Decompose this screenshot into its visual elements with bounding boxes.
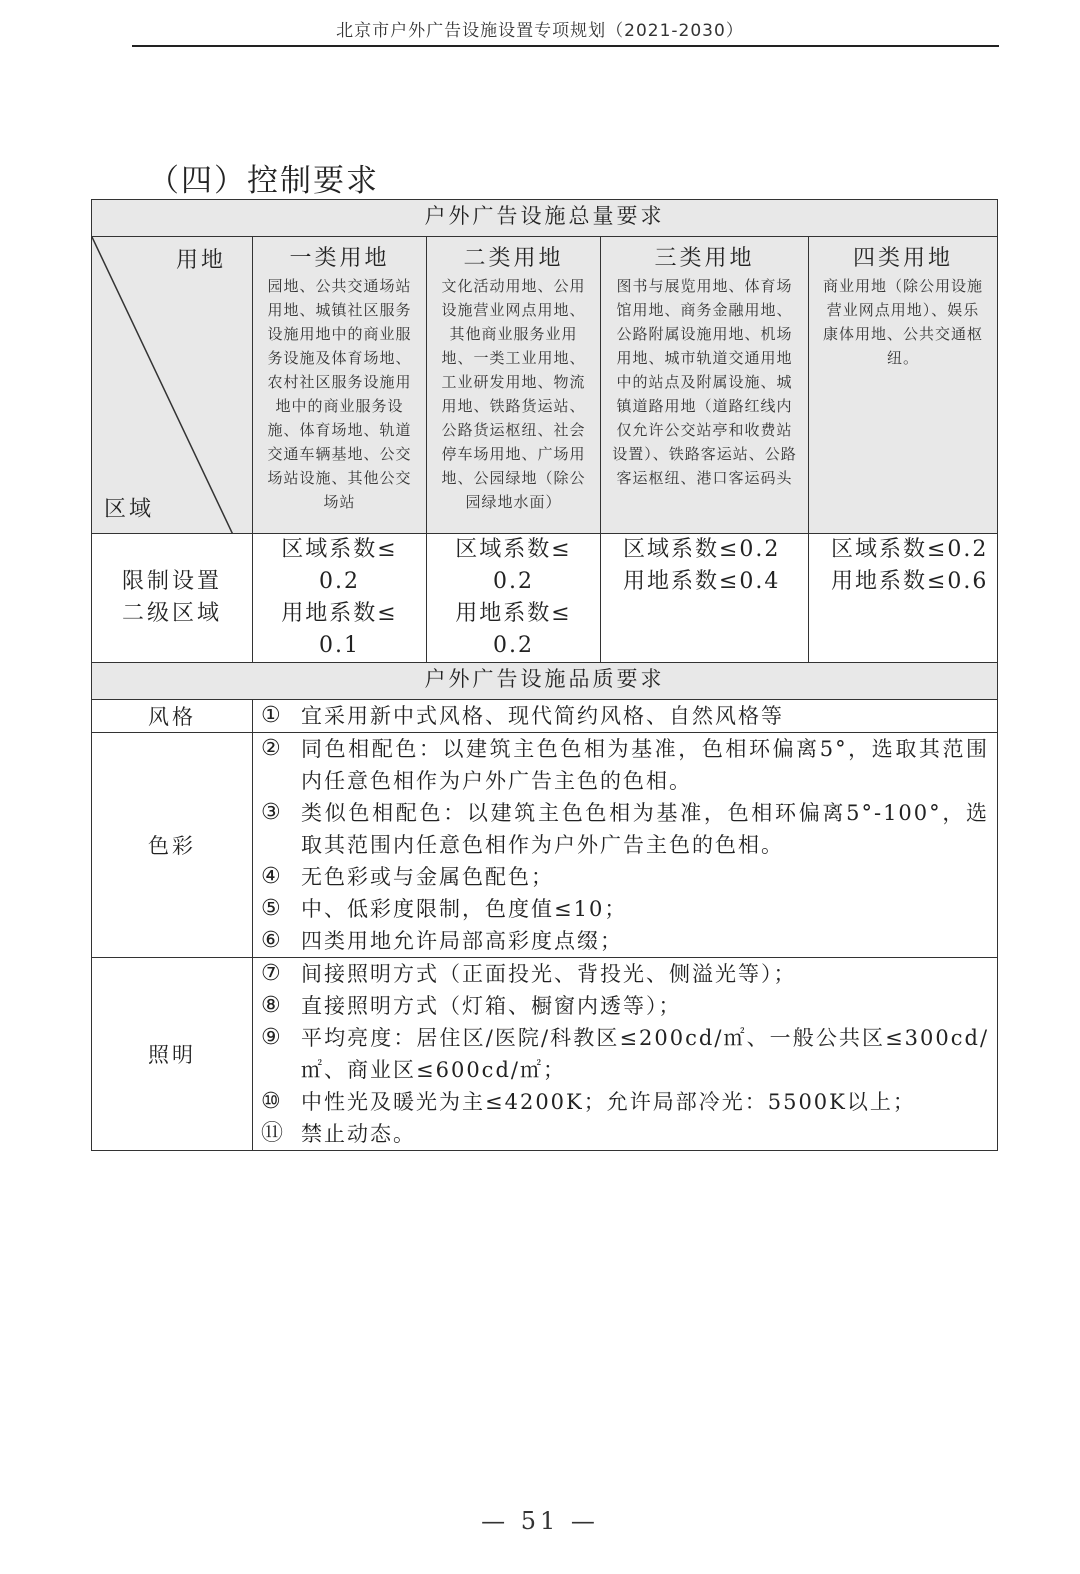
coef-line: 区域系数≤0.2 [623, 537, 781, 562]
list-item [261, 958, 989, 990]
item-text: 平均亮度：居住区/医院/科教区≤200cd/㎡、一般公共区≤300cd/㎡、商业区≤600cd/㎡； [301, 1026, 990, 1082]
coef-line: 0.2 [493, 569, 534, 594]
diagonal-line [92, 237, 253, 533]
category-2 [427, 237, 601, 534]
category-desc: 园地、公共交通场站用地、城镇社区服务设施用地中的商业服务设施及体育场地、农村社区服务设施用地中的商业服务设施、体育场地、轨道交通车辆基地、公交场站设施、其他公交场站 [267, 277, 412, 511]
item-number: ⑧ [261, 993, 283, 1018]
color-label: 色彩 [92, 733, 253, 958]
corner-top-label: 用地 [175, 248, 226, 273]
item-number: ③ [261, 800, 283, 825]
category-title: 一类用地 [289, 246, 390, 271]
item-number: ① [261, 703, 283, 728]
color-row [92, 733, 998, 958]
item-text: 中、低彩度限制，色度值≤10； [301, 897, 628, 921]
coefficient-row [92, 534, 998, 663]
list-item [261, 1022, 989, 1086]
page-number: — 51 — [481, 1507, 599, 1535]
coefficient-category-2 [427, 534, 601, 663]
total-heading: 户外广告设施总量要求 [92, 200, 998, 237]
category-desc: 商业用地（除公用设施营业网点用地）、娱乐康体用地、公共交通枢纽。 [823, 277, 984, 367]
coefficient-category-3 [601, 534, 809, 663]
category-desc: 图书与展览用地、体育场馆用地、商务金融用地、公路附属设施用地、机场用地、城市轨道交通用地中的站点及附属设施、城镇道路用地（道路红线内仅允许公交站亭和收费站设置）、铁路客运站、公路客运枢纽、港口客运码头 [612, 277, 797, 487]
style-label: 风格 [92, 700, 253, 733]
item-text: 直接照明方式（灯箱、橱窗内透等）； [301, 994, 682, 1018]
coef-line: 0.2 [493, 633, 534, 658]
coef-line: 用地系数≤0.6 [831, 569, 989, 594]
item-text: 间接照明方式（正面投光、背投光、侧溢光等）； [301, 962, 797, 986]
list-item [261, 797, 989, 861]
coef-line: 用地系数≤ [455, 601, 572, 626]
list-item [261, 861, 989, 893]
category-title: 二类用地 [463, 246, 564, 271]
corner-diagonal-cell [92, 237, 253, 534]
item-number: ⑦ [261, 961, 283, 986]
category-3 [601, 237, 809, 534]
lighting-items [253, 958, 998, 1151]
quality-heading: 户外广告设施品质要求 [92, 663, 998, 700]
lighting-label: 照明 [92, 958, 253, 1151]
style-row [92, 700, 998, 733]
item-number: ⑨ [261, 1025, 283, 1050]
item-number: ② [261, 736, 283, 761]
list-item [261, 893, 989, 925]
category-4 [809, 237, 998, 534]
region-label [92, 534, 253, 663]
coefficient-category-4 [809, 534, 998, 663]
lighting-row [92, 958, 998, 1151]
total-heading-row [92, 200, 998, 237]
category-desc: 文化活动用地、公用设施营业网点用地、其他商业服务业用地、一类工业用地、工业研发用地、物流用地、铁路货运站、公路货运枢纽、社会停车场用地、广场用地、公园绿地（除公园绿地水面） [441, 277, 586, 511]
running-header: 北京市户外广告设施设置专项规划（2021-2030） [336, 21, 744, 41]
item-number: ⑪ [261, 1121, 286, 1146]
category-row [92, 237, 998, 534]
control-requirements-table [91, 199, 998, 1151]
region-label-line-2: 二级区域 [121, 601, 222, 626]
list-item [261, 925, 989, 957]
item-number: ④ [261, 864, 283, 889]
quality-heading-row [92, 663, 998, 700]
list-item [261, 1118, 989, 1150]
section-title: （四）控制要求 [148, 163, 379, 199]
category-title: 四类用地 [853, 246, 954, 271]
list-item [261, 733, 989, 797]
coef-line: 用地系数≤ [281, 601, 398, 626]
item-text: 类似色相配色：以建筑主色色相为基准，色相环偏离5°-100°，选取其范围内任意色相作为户外广告主色的色相。 [301, 801, 990, 857]
item-number: ⑥ [261, 928, 283, 953]
item-text: 同色相配色：以建筑主色色相为基准，色相环偏离5°，选取其范围内任意色相作为户外广告主色的色相。 [301, 737, 990, 793]
item-text: 宜采用新中式风格、现代简约风格、自然风格等 [301, 704, 784, 728]
list-item [261, 990, 989, 1022]
coef-line: 用地系数≤0.4 [623, 569, 781, 594]
item-text: 禁止动态。 [301, 1122, 416, 1146]
category-title: 三类用地 [654, 246, 755, 271]
item-text: 四类用地允许局部高彩度点缀； [301, 929, 623, 953]
region-label-line-1: 限制设置 [121, 569, 222, 594]
color-items [253, 733, 998, 958]
item-number: ⑩ [261, 1089, 283, 1114]
style-items [253, 700, 998, 733]
coef-line: 区域系数≤ [455, 537, 572, 562]
corner-bottom-label: 区域 [104, 497, 155, 522]
category-1 [253, 237, 427, 534]
list-item [261, 1086, 989, 1118]
list-item [261, 700, 989, 732]
coef-line: 0.1 [319, 633, 360, 658]
item-text: 中性光及暖光为主≤4200K；允许局部冷光：5500K以上； [301, 1090, 916, 1114]
coef-line: 0.2 [319, 569, 360, 594]
coefficient-category-1 [253, 534, 427, 663]
header-rule [132, 45, 999, 47]
item-text: 无色彩或与金属色配色； [301, 865, 554, 889]
coef-line: 区域系数≤0.2 [831, 537, 989, 562]
coef-line: 区域系数≤ [281, 537, 398, 562]
item-number: ⑤ [261, 896, 283, 921]
